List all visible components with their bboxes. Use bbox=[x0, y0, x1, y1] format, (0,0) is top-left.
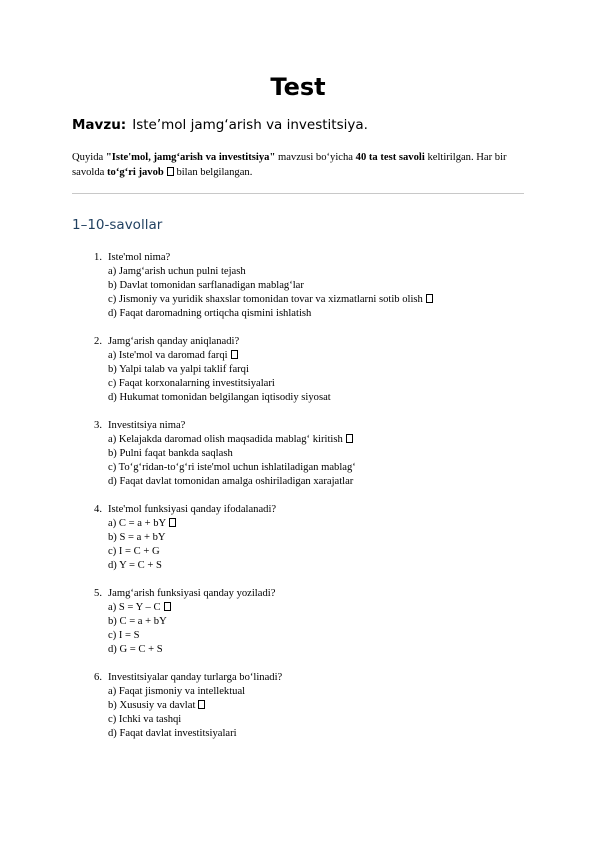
answer-option-text: d) Faqat davlat investitsiyalari bbox=[108, 728, 237, 739]
intro-text-4: bilan belgilangan. bbox=[173, 167, 253, 178]
question-text: Jamg‘arish qanday aniqlanadi? bbox=[108, 336, 240, 347]
correct-answer-mark-icon bbox=[346, 434, 353, 443]
answer-option bbox=[108, 391, 524, 405]
answer-option-text: d) Faqat daromadning ortiqcha qismini ishlatish bbox=[108, 308, 312, 319]
answer-option bbox=[108, 307, 524, 321]
answer-option-text: c) I = S bbox=[108, 630, 140, 641]
answer-mark-icon bbox=[167, 167, 174, 176]
question-item bbox=[72, 251, 524, 321]
answer-option-text: c) To‘g‘ridan-to‘g‘ri iste'mol uchun ishlatiladigan mablag‘ bbox=[108, 462, 356, 473]
answer-option bbox=[108, 643, 524, 657]
answer-option-text: d) G = C + S bbox=[108, 644, 163, 655]
answer-option-text: b) Yalpi talab va yalpi taklif farqi bbox=[108, 364, 249, 375]
question-body bbox=[108, 251, 524, 321]
intro-text-1: Quyida bbox=[72, 152, 106, 163]
answer-option bbox=[108, 475, 524, 489]
answer-option-text: c) I = C + G bbox=[108, 546, 160, 557]
answer-option bbox=[108, 293, 524, 307]
subject-text: Iste’mol jamg‘arish va investitsiya. bbox=[132, 117, 368, 133]
question-item bbox=[72, 671, 524, 741]
question-body bbox=[108, 587, 524, 657]
question-text: Iste'mol nima? bbox=[108, 252, 171, 263]
question-item bbox=[72, 335, 524, 405]
question-text: Investitsiyalar qanday turlarga bo‘linadi? bbox=[108, 672, 283, 683]
answer-option-text: c) Jismoniy va yuridik shaxslar tomonidan tovar va xizmatlarni sotib olish bbox=[108, 294, 423, 305]
document-title: Test bbox=[270, 73, 326, 101]
intro-bold-answer: to‘g‘ri javob bbox=[107, 167, 164, 178]
answer-option-text: a) Faqat jismoniy va intellektual bbox=[108, 686, 246, 697]
section-title: 1–10-savollar bbox=[72, 217, 163, 233]
answer-option bbox=[108, 685, 524, 699]
question-text: Iste'mol funksiyasi qanday ifodalanadi? bbox=[108, 504, 277, 515]
answer-option-text: b) C = a + bY bbox=[108, 616, 167, 627]
correct-answer-mark-icon bbox=[231, 350, 238, 359]
question-body bbox=[108, 503, 524, 573]
answer-option bbox=[108, 531, 524, 545]
question-number: 1. bbox=[94, 252, 102, 263]
answer-option-text: d) Y = C + S bbox=[108, 560, 162, 571]
question-number: 3. bbox=[94, 420, 102, 431]
subject-label: Mavzu: bbox=[72, 117, 127, 133]
question-list bbox=[72, 251, 524, 741]
question-text: Jamg‘arish funksiyasi qanday yoziladi? bbox=[108, 588, 276, 599]
question-item bbox=[72, 587, 524, 657]
answer-option-text: c) Ichki va tashqi bbox=[108, 714, 182, 725]
answer-option bbox=[108, 279, 524, 293]
answer-option bbox=[108, 377, 524, 391]
question-number: 2. bbox=[94, 336, 102, 347]
answer-option-text: a) Iste'mol va daromad farqi bbox=[108, 350, 228, 361]
answer-option bbox=[108, 615, 524, 629]
intro-text-3: keltirilgan. Har bir savolda bbox=[72, 152, 507, 178]
answer-option bbox=[108, 699, 524, 713]
answer-option bbox=[108, 727, 524, 741]
intro-bold-topic: "Iste'mol, jamg‘arish va investitsiya" bbox=[105, 152, 276, 163]
question-body bbox=[108, 671, 524, 741]
answer-option-text: d) Faqat davlat tomonidan amalga oshiriladigan xarajatlar bbox=[108, 476, 354, 487]
question-number: 4. bbox=[94, 504, 102, 515]
intro-paragraph bbox=[72, 150, 524, 180]
answer-option bbox=[108, 349, 524, 363]
answer-option bbox=[108, 447, 524, 461]
answer-option bbox=[108, 461, 524, 475]
correct-answer-mark-icon bbox=[426, 294, 433, 303]
answer-option-text: c) Faqat korxonalarning investitsiyalari bbox=[108, 378, 275, 389]
answer-option-text: a) Jamg‘arish uchun pulni tejash bbox=[108, 266, 246, 277]
question-item bbox=[72, 503, 524, 573]
subject-line bbox=[72, 116, 524, 134]
answer-option bbox=[108, 629, 524, 643]
answer-option-text: b) S = a + bY bbox=[108, 532, 166, 543]
divider bbox=[72, 193, 524, 194]
intro-text-2: mavzusi bo‘yicha bbox=[275, 152, 356, 163]
answer-option-text: b) Davlat tomonidan sarflanadigan mablag‘lar bbox=[108, 280, 304, 291]
answer-option bbox=[108, 433, 524, 447]
answer-option-text: a) Kelajakda daromad olish maqsadida mablag‘ kiritish bbox=[108, 434, 343, 445]
answer-option bbox=[108, 559, 524, 573]
answer-option bbox=[108, 601, 524, 615]
answer-option bbox=[108, 363, 524, 377]
question-item bbox=[72, 419, 524, 489]
question-text: Investitsiya nima? bbox=[108, 420, 186, 431]
answer-option bbox=[108, 517, 524, 531]
correct-answer-mark-icon bbox=[164, 602, 171, 611]
correct-answer-mark-icon bbox=[198, 700, 205, 709]
question-body bbox=[108, 335, 524, 405]
question-body bbox=[108, 419, 524, 489]
answer-option bbox=[108, 265, 524, 279]
answer-option-text: d) Hukumat tomonidan belgilangan iqtisodiy siyosat bbox=[108, 392, 331, 403]
answer-option bbox=[108, 545, 524, 559]
question-number: 6. bbox=[94, 672, 102, 683]
answer-option-text: b) Pulni faqat bankda saqlash bbox=[108, 448, 233, 459]
question-number: 5. bbox=[94, 588, 102, 599]
answer-option-text: b) Xususiy va davlat bbox=[108, 700, 196, 711]
answer-option-text: a) S = Y – C bbox=[108, 602, 161, 613]
correct-answer-mark-icon bbox=[169, 518, 176, 527]
answer-option bbox=[108, 713, 524, 727]
answer-option-text: a) C = a + bY bbox=[108, 518, 167, 529]
intro-bold-count: 40 ta test savoli bbox=[355, 152, 425, 163]
